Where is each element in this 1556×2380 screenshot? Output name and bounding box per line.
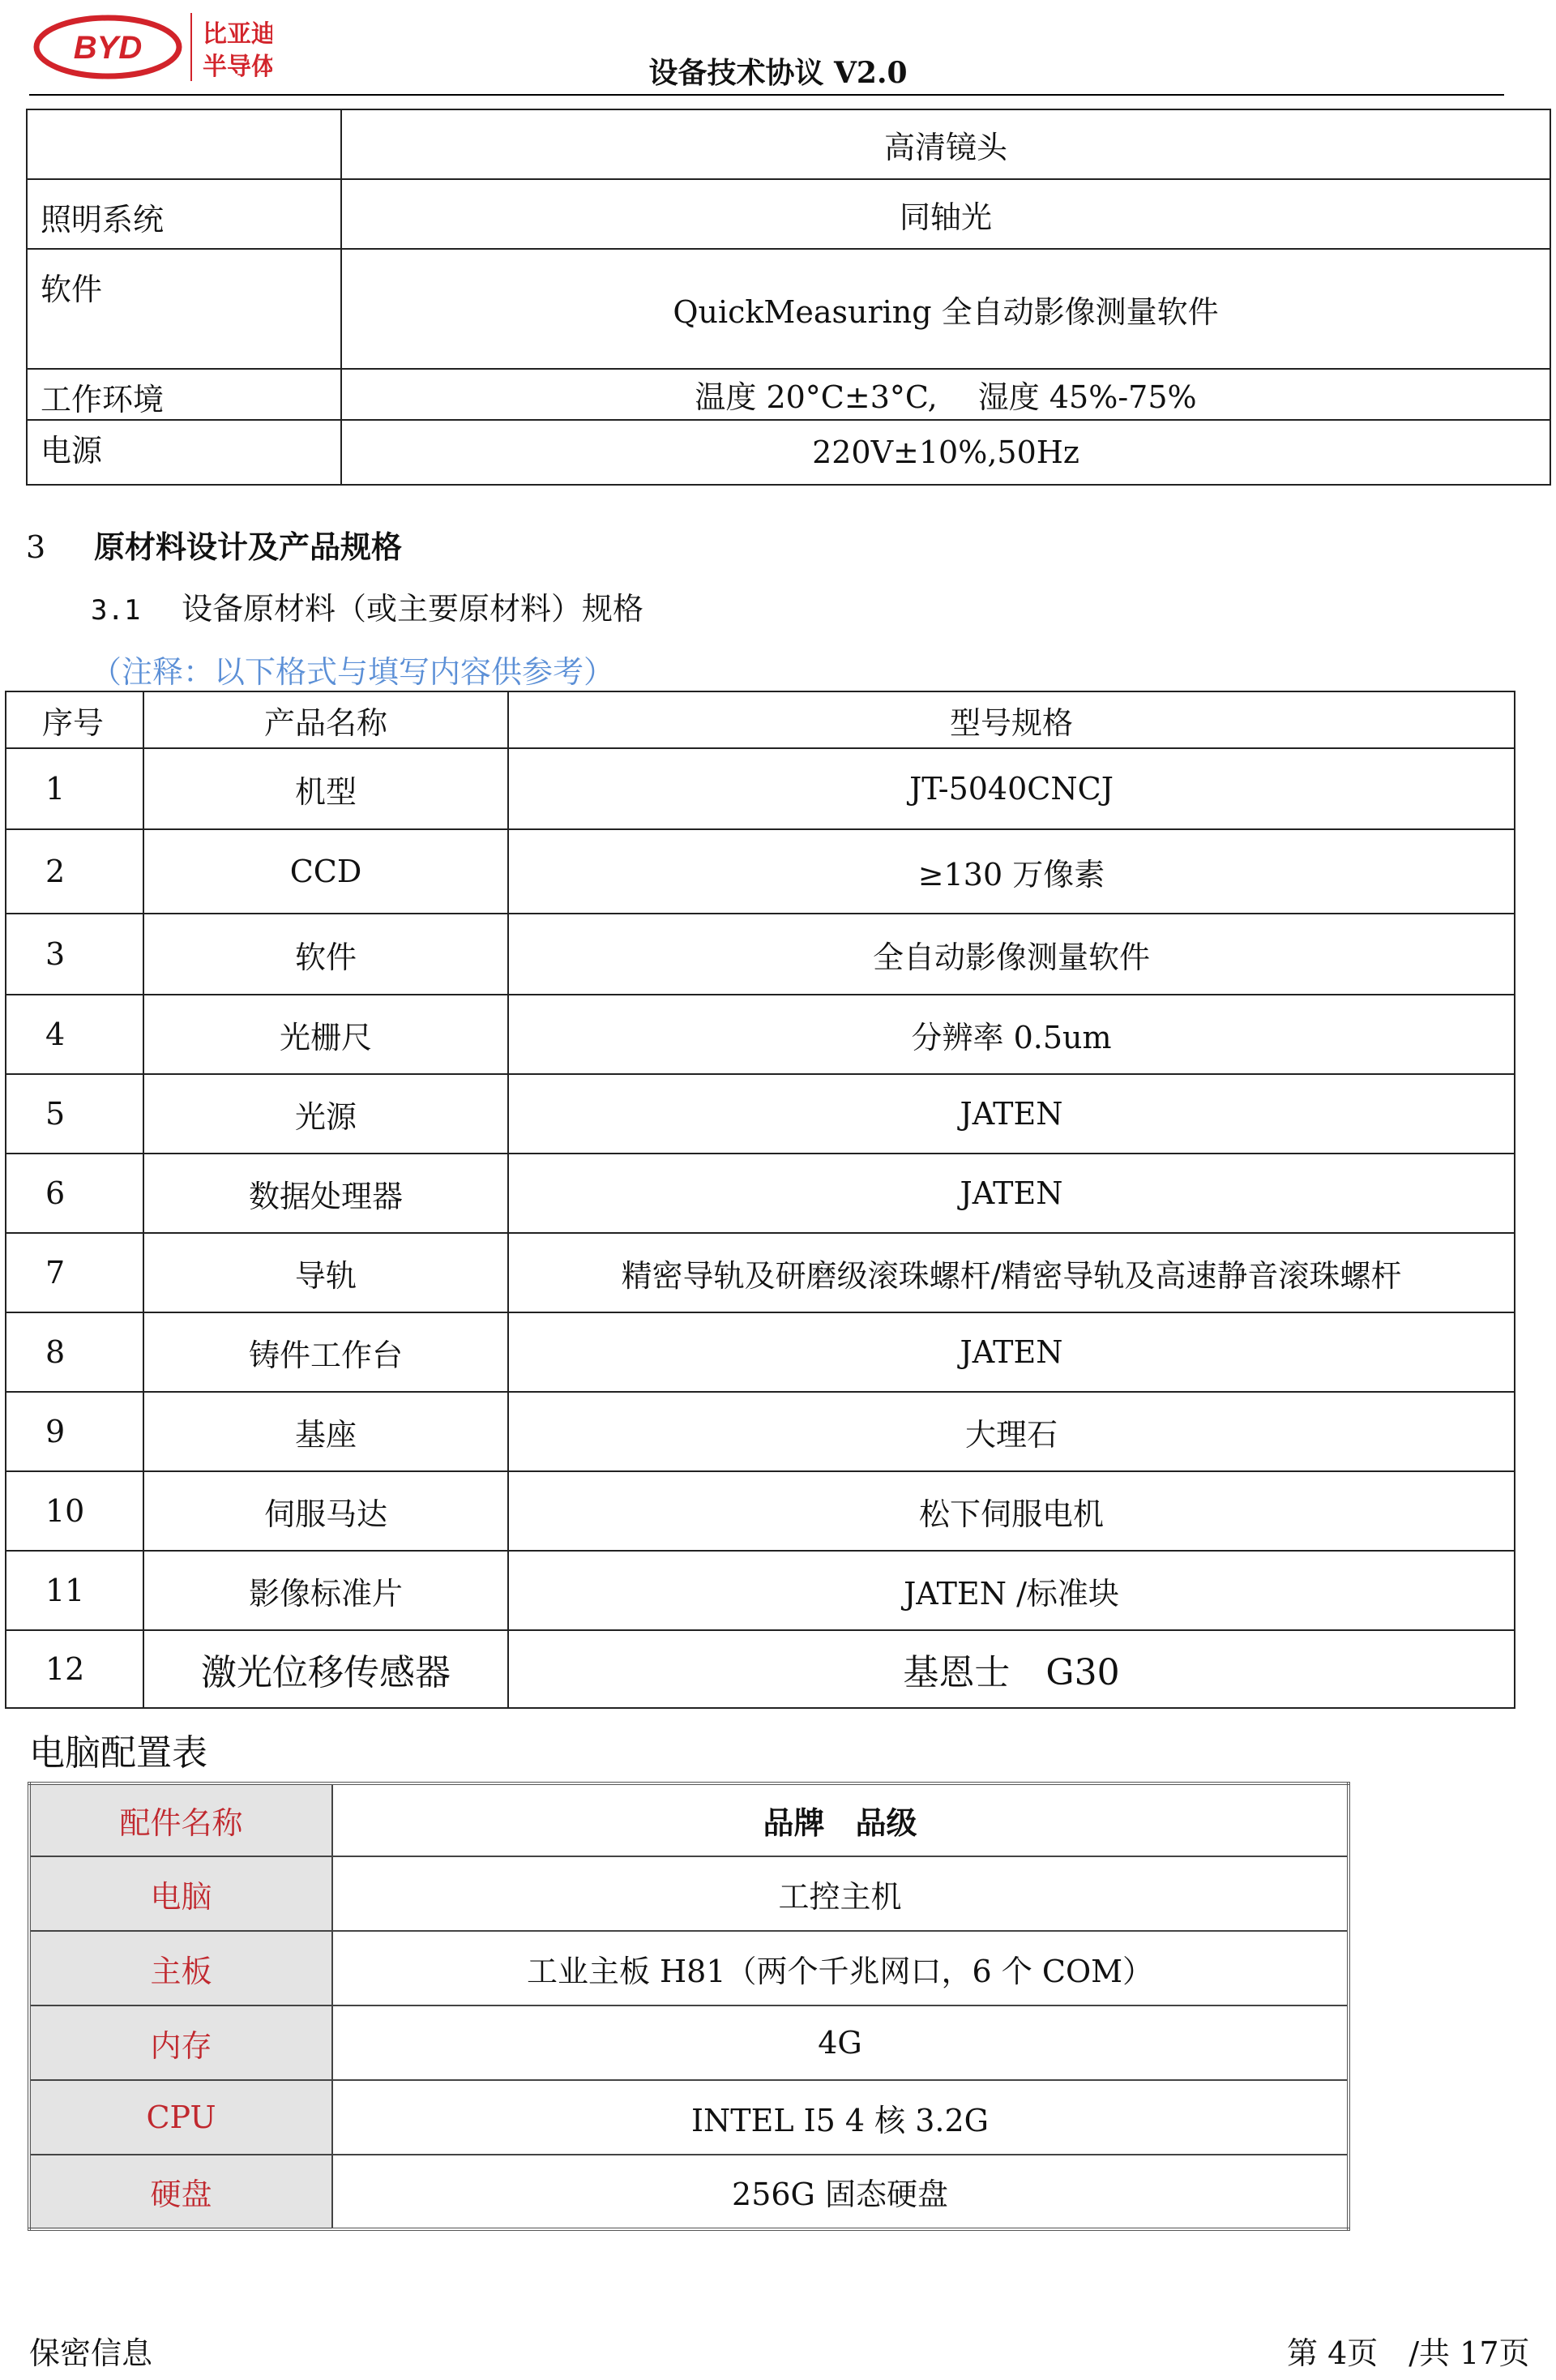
table-row <box>27 420 1550 485</box>
section-title: 原材料设计及产品规格 <box>94 529 403 565</box>
row-number: 5 <box>6 1074 143 1154</box>
component-spec: 4G <box>332 2005 1349 2080</box>
product-name: 伺服马达 <box>143 1471 508 1551</box>
product-name: 导轨 <box>143 1233 508 1312</box>
table-row <box>6 1630 1515 1708</box>
row-number: 1 <box>6 748 143 829</box>
table-row <box>6 748 1515 829</box>
table-row <box>27 249 1550 369</box>
table-row <box>29 2155 1349 2229</box>
header-cell: 产品名称 <box>143 691 508 748</box>
row-number: 9 <box>6 1392 143 1471</box>
row-number: 6 <box>6 1154 143 1233</box>
pc-config-title: 电脑配置表 <box>29 1732 207 1774</box>
row-number: 3 <box>6 914 143 995</box>
table-row <box>27 109 1550 179</box>
logo-line-1: 比亚迪 <box>203 20 272 49</box>
section-number: 3 <box>26 529 46 565</box>
header-cell: 序号 <box>6 691 143 748</box>
row-number: 2 <box>6 829 143 914</box>
section-title: 设备原材料（或主要原材料）规格 <box>182 591 644 627</box>
table-row <box>6 1154 1515 1233</box>
spec-label: 工作环境 <box>27 369 341 420</box>
model-spec: JATEN <box>508 1074 1515 1154</box>
spec-label <box>27 109 341 179</box>
row-number: 4 <box>6 995 143 1074</box>
model-spec: 大理石 <box>508 1392 1515 1471</box>
model-spec: 分辨率 0.5um <box>508 995 1515 1074</box>
table-row <box>6 829 1515 914</box>
table-row <box>27 179 1550 249</box>
model-spec: 精密导轨及研磨级滚珠螺杆/精密导轨及高速静音滚珠螺杆 <box>508 1233 1515 1312</box>
table-row <box>29 2005 1349 2080</box>
product-name: 影像标准片 <box>143 1551 508 1630</box>
spec-label: 照明系统 <box>27 179 341 249</box>
product-name: 机型 <box>143 748 508 829</box>
logo-mark-text: BYD <box>73 30 143 66</box>
table-row <box>6 995 1515 1074</box>
component-name: 主板 <box>29 1931 332 2005</box>
spec-value: 同轴光 <box>341 179 1550 249</box>
header-cell: 品牌 品级 <box>332 1783 1349 1856</box>
spec-label: 电源 <box>27 420 341 485</box>
table-row <box>29 1931 1349 2005</box>
header-cell: 配件名称 <box>29 1783 332 1856</box>
confidential-label: 保密信息 <box>29 2335 153 2371</box>
table-row <box>27 369 1550 420</box>
page-number: 第 4页 /共 17页 <box>1287 2335 1530 2371</box>
product-name: CCD <box>143 829 508 914</box>
row-number: 12 <box>6 1630 143 1708</box>
product-name: 软件 <box>143 914 508 995</box>
section-number: 3.1 <box>91 594 141 627</box>
component-spec: INTEL I5 4 核 3.2G <box>332 2080 1349 2155</box>
product-name: 光源 <box>143 1074 508 1154</box>
model-spec: JT-5040CNCJ <box>508 748 1515 829</box>
spec-label: 软件 <box>27 249 341 369</box>
product-name: 铸件工作台 <box>143 1312 508 1392</box>
table-row <box>6 1074 1515 1154</box>
table-row <box>6 1471 1515 1551</box>
table-row <box>6 1312 1515 1392</box>
component-spec: 工业主板 H81（两个千兆网口，6 个 COM） <box>332 1931 1349 2005</box>
product-name: 基座 <box>143 1392 508 1471</box>
component-name: 硬盘 <box>29 2155 332 2229</box>
component-spec: 工控主机 <box>332 1856 1349 1931</box>
materials-table <box>5 691 1515 1709</box>
table-row <box>6 1392 1515 1471</box>
row-number: 10 <box>6 1471 143 1551</box>
table-header-row <box>6 691 1515 748</box>
table-row <box>29 1856 1349 1931</box>
model-spec: JATEN /标准块 <box>508 1551 1515 1630</box>
component-name: 电脑 <box>29 1856 332 1931</box>
table-row <box>6 1551 1515 1630</box>
header-cell: 型号规格 <box>508 691 1515 748</box>
model-spec: 松下伺服电机 <box>508 1471 1515 1551</box>
spec-value: 温度 20°C±3°C, 湿度 45%-75% <box>341 369 1550 420</box>
component-spec: 256G 固态硬盘 <box>332 2155 1349 2229</box>
model-spec: JATEN <box>508 1154 1515 1233</box>
row-number: 8 <box>6 1312 143 1392</box>
table-row <box>29 2080 1349 2155</box>
logo-line-2: 半导体 <box>203 53 272 81</box>
spec-table <box>26 109 1551 486</box>
product-name: 激光位移传感器 <box>143 1630 508 1708</box>
document-title: 设备技术协议 V2.0 <box>648 56 908 90</box>
pc-config-table <box>28 1782 1350 2231</box>
model-spec: 基恩士 G30 <box>508 1630 1515 1708</box>
spec-value: QuickMeasuring 全自动影像测量软件 <box>341 249 1550 369</box>
table-header-row <box>29 1783 1349 1856</box>
component-name: 内存 <box>29 2005 332 2080</box>
row-number: 11 <box>6 1551 143 1630</box>
section-3-1-heading <box>91 584 643 628</box>
model-spec: 全自动影像测量软件 <box>508 914 1515 995</box>
model-spec: JATEN <box>508 1312 1515 1392</box>
table-row <box>6 914 1515 995</box>
product-name: 光栅尺 <box>143 995 508 1074</box>
model-spec: ≥130 万像素 <box>508 829 1515 914</box>
note-text: （注释：以下格式与填写内容供参考） <box>91 654 615 690</box>
row-number: 7 <box>6 1233 143 1312</box>
section-3-heading <box>26 522 402 567</box>
component-name: CPU <box>29 2080 332 2155</box>
header-divider <box>29 94 1504 96</box>
product-name: 数据处理器 <box>143 1154 508 1233</box>
spec-value: 220V±10%,50Hz <box>341 420 1550 485</box>
spec-value: 高清镜头 <box>341 109 1550 179</box>
table-row <box>6 1233 1515 1312</box>
